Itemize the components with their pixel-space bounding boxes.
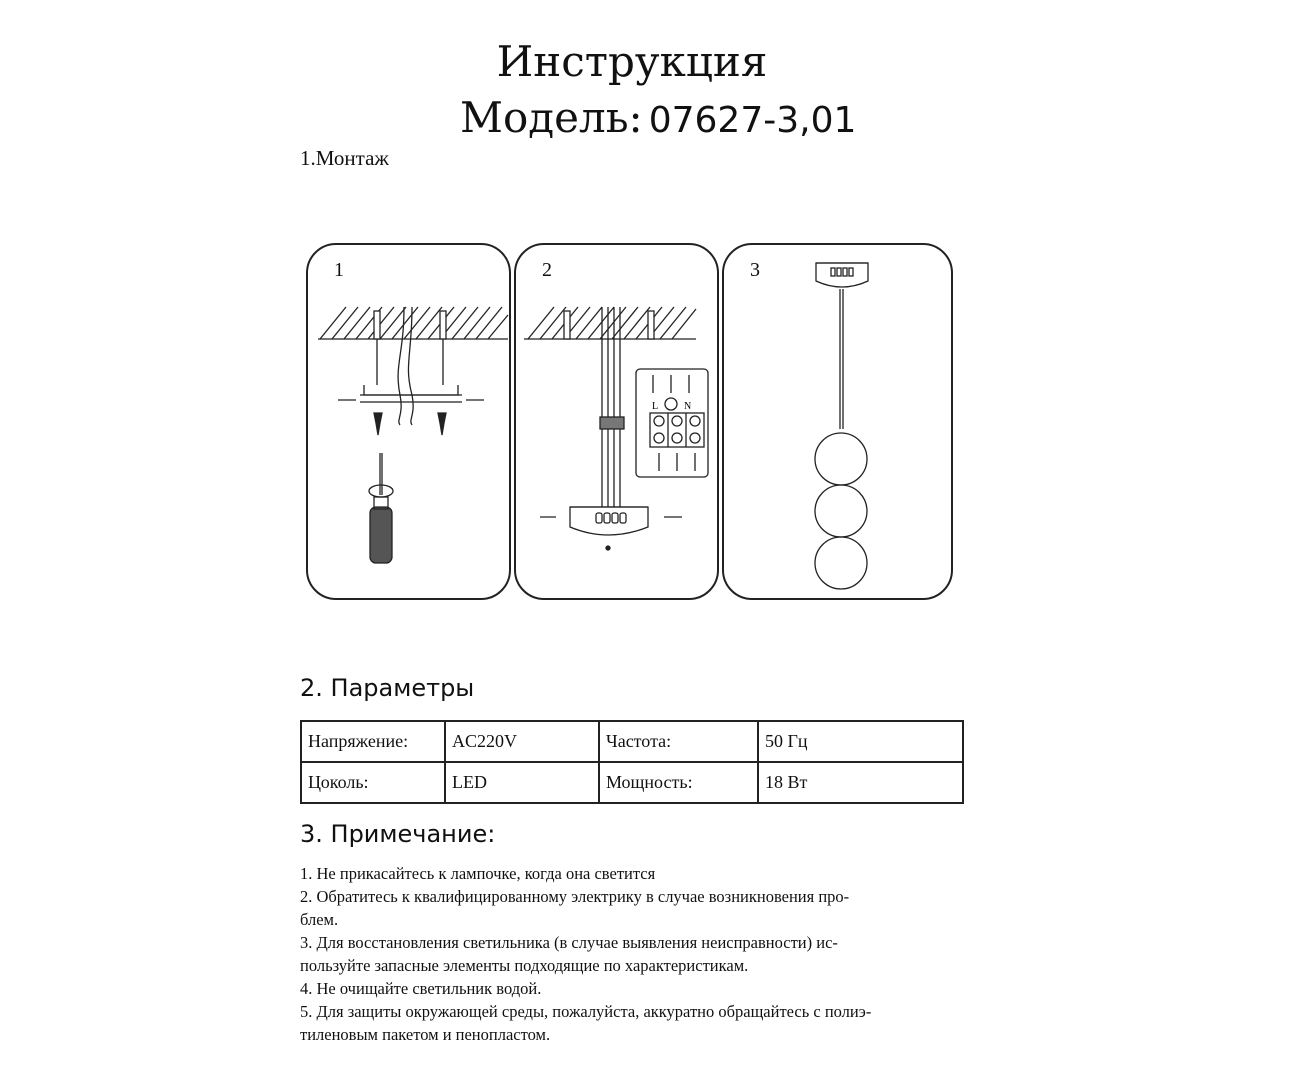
param-value-power: 18 Вт bbox=[758, 762, 963, 803]
model-line bbox=[460, 94, 856, 145]
model-label: Модель: bbox=[460, 93, 643, 142]
note-line: блем. bbox=[300, 910, 339, 929]
param-value-voltage: AC220V bbox=[445, 721, 599, 762]
note-line: 1. Не прикасайтесь к лампочке, когда она светится bbox=[300, 864, 656, 883]
section-parameters-title: 2. Параметры bbox=[300, 674, 475, 702]
step-number: 3 bbox=[750, 259, 760, 281]
step-1-panel bbox=[306, 243, 511, 600]
model-number: 07627-3,01 bbox=[648, 100, 857, 141]
note-line: 2. Обратитесь к квалифицированному электрику в случае возникновения про- bbox=[300, 887, 850, 906]
step-3-panel bbox=[722, 243, 953, 600]
param-label-voltage: Напряжение: bbox=[301, 721, 445, 762]
step-1-diagram bbox=[308, 245, 511, 600]
terminal-label-l: L bbox=[652, 401, 659, 412]
note-line: 5. Для защиты окружающей среды, пожалуйста, аккуратно обращайтесь с полиэ- bbox=[300, 1002, 872, 1021]
step-number: 2 bbox=[542, 259, 552, 281]
note-line: 4. Не очищайте светильник водой. bbox=[300, 979, 542, 998]
note-line: тиленовым пакетом и пенопластом. bbox=[300, 1025, 551, 1044]
param-label-frequency: Частота: bbox=[599, 721, 758, 762]
notes-list bbox=[300, 862, 980, 1046]
table-row bbox=[301, 721, 963, 762]
note-line: 3. Для восстановления светильника (в случае выявления неисправности) ис- bbox=[300, 933, 838, 952]
step-3-diagram bbox=[724, 245, 953, 600]
terminal-label-n: N bbox=[684, 401, 692, 412]
ceiling-hatch-1 bbox=[320, 307, 508, 339]
section-notes-title: 3. Примечание: bbox=[300, 820, 496, 848]
param-label-socket: Цоколь: bbox=[301, 762, 445, 803]
ceiling-hatch-2 bbox=[528, 307, 696, 339]
param-value-socket: LED bbox=[445, 762, 599, 803]
step-number: 1 bbox=[334, 259, 344, 281]
param-value-frequency: 50 Гц bbox=[758, 721, 963, 762]
step-2-diagram bbox=[516, 245, 719, 600]
document-title: Инструкция bbox=[496, 37, 768, 86]
note-line: пользуйте запасные элементы подходящие по характеристикам. bbox=[300, 956, 749, 975]
section-mounting-title: 1.Монтаж bbox=[300, 146, 389, 170]
table-row bbox=[301, 762, 963, 803]
step-2-panel bbox=[514, 243, 719, 600]
param-label-power: Мощность: bbox=[599, 762, 758, 803]
parameters-table bbox=[300, 720, 964, 804]
